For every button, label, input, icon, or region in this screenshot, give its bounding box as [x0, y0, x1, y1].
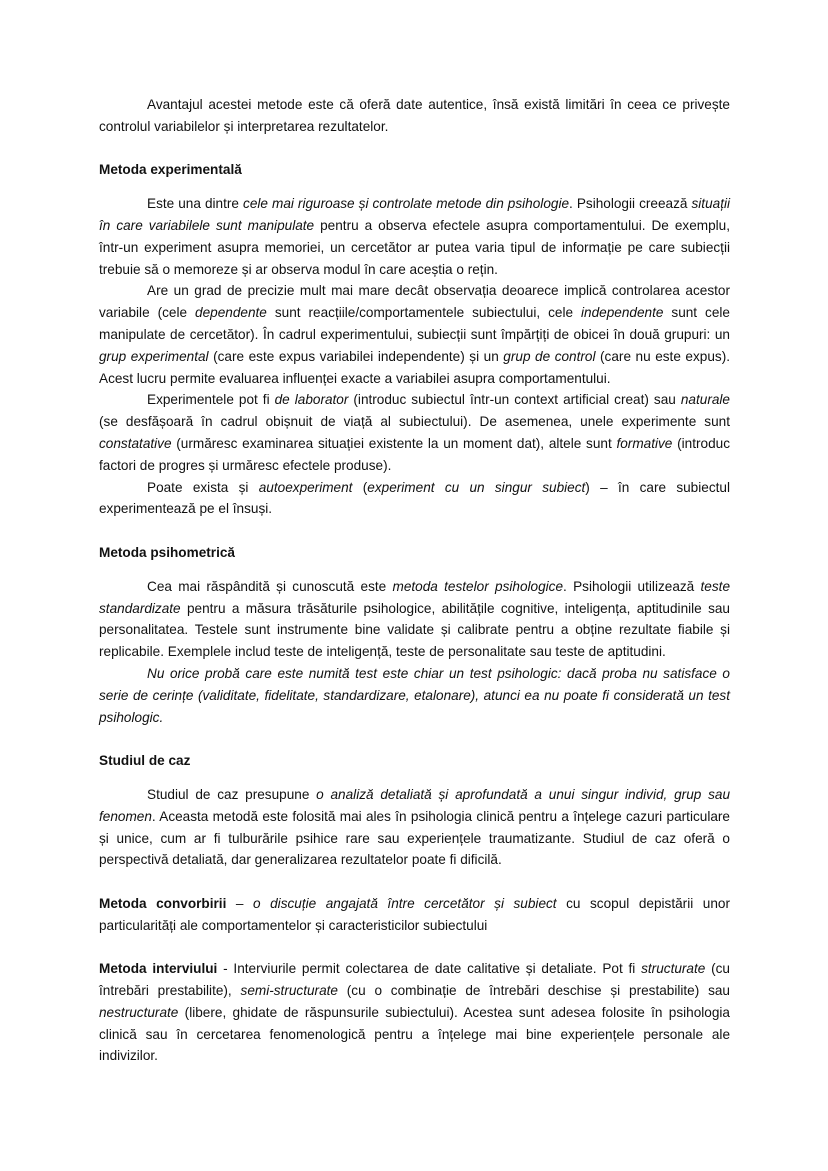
intro-paragraph: Avantajul acestei metode este că oferă date autentice, însă există limitări în ceea ce privește controlul variabilelor și interpretarea rezultatelor.	[99, 97, 730, 134]
psychometric-paragraph-1: Cea mai răspândită și cunoscută este metoda testelor psihologice. Psihologii utilizează teste standardizate pentru a măsura trăsăturile psihologice, abilitățile cognitive, inteligența, aptitudinile sau personalitatea. Testele sunt instrumente bine validate și calibrate pentru a obține rezultate fiabile și replicabile. Exemplele includ teste de inteligență, teste de personalitate sau teste de aptitudini.	[99, 578, 731, 660]
section-heading-case-study: Studiul de caz	[99, 753, 191, 769]
case-study-paragraph: Studiul de caz presupune o analiză detaliată și aprofundată a unui singur individ, grup sau fenomen. Aceasta metodă este folosită mai ales în psihologia clinică pentru a înțelege cazuri particulare și unice, cum ar fi tulburările psihice rare sau experiențele traumatizante. Studiul de caz oferă o perspectivă detaliată, dar generalizarea rezultatelor poate fi dificilă.	[99, 786, 730, 868]
experimental-paragraph-2: Are un grad de precizie mult mai mare decât observația deoarece implică controlarea acestor variabile (cele dependente sunt reacțiile/comportamentele subiectului, cele independente sunt cele manipulate de cercetător). În cadrul experimentului, subiecții sunt împărțiți de obicei în două grupuri: un grup experimental (care este expus variabilei independente) și un grup de control (care nu este expus). Acest lucru permite evaluarea influenței exacte a variabilei asupra comportamentului.	[99, 283, 730, 386]
experimental-paragraph-3: Experimentele pot fi de laborator (introduc subiectul într-un context artificial creat) sau naturale (se desfășoară în cadrul obișnuit de viață al subiectului). De asemenea, unele experimente sunt constatative (urmăresc examinarea situației existente la un moment dat), altele sunt formative (introduc factori de progres și urmăresc efectele produse).	[99, 392, 730, 473]
section-heading-experimental: Metoda experimentală	[99, 162, 242, 178]
experimental-paragraph-1: Este una dintre cele mai riguroase și controlate metode din psihologie. Psihologii creează situații în care variabilele sunt manipulate pentru a observa efectele asupra comportamentului. De exemplu, într-un experiment asupra memoriei, un cercetător ar putea varia tipul de informație pe care subiecții trebuie să o memoreze și ar observa modul în care aceștia o rețin.	[99, 196, 731, 277]
section-heading-psychometric: Metoda psihometrică	[99, 544, 235, 560]
document-page	[99, 94, 730, 1067]
experimental-paragraph-4: Poate exista și autoexperiment (experiment cu un singur subiect) – în care subiectul experimentează pe el însuși.	[99, 479, 730, 517]
conversation-method-term: Metoda convorbirii	[99, 895, 227, 911]
interview-method-term: Metoda interviului	[99, 961, 218, 977]
conversation-method-paragraph: Metoda convorbirii – o discuție angajată între cercetător și subiect cu scopul depistării unor particularități ale comportamentelor și caracteristicilor subiectului	[99, 895, 730, 933]
psychometric-paragraph-2: Nu orice probă care este numită test este chiar un test psihologic: dacă proba nu satisface o serie de cerințe (validitate, fidelitate, standardizare, etalonare), atunci ea nu poate fi considerată un test psihologic.	[99, 665, 730, 725]
interview-method-paragraph: Metoda interviului - Interviurile permit colectarea de date calitative și detaliate. Pot fi structurate (cu întrebări prestabilite), semi-structurate (cu o combinație de întrebări deschise și prestabilite) sau nestructurate (libere, ghidate de răspunsurile subiectului). Acestea sunt adesea folosite în psihologia clinică sau în cercetarea fenomenologică pentru a înțelege mai bine experiențele personale ale indivizilor.	[99, 961, 730, 1064]
